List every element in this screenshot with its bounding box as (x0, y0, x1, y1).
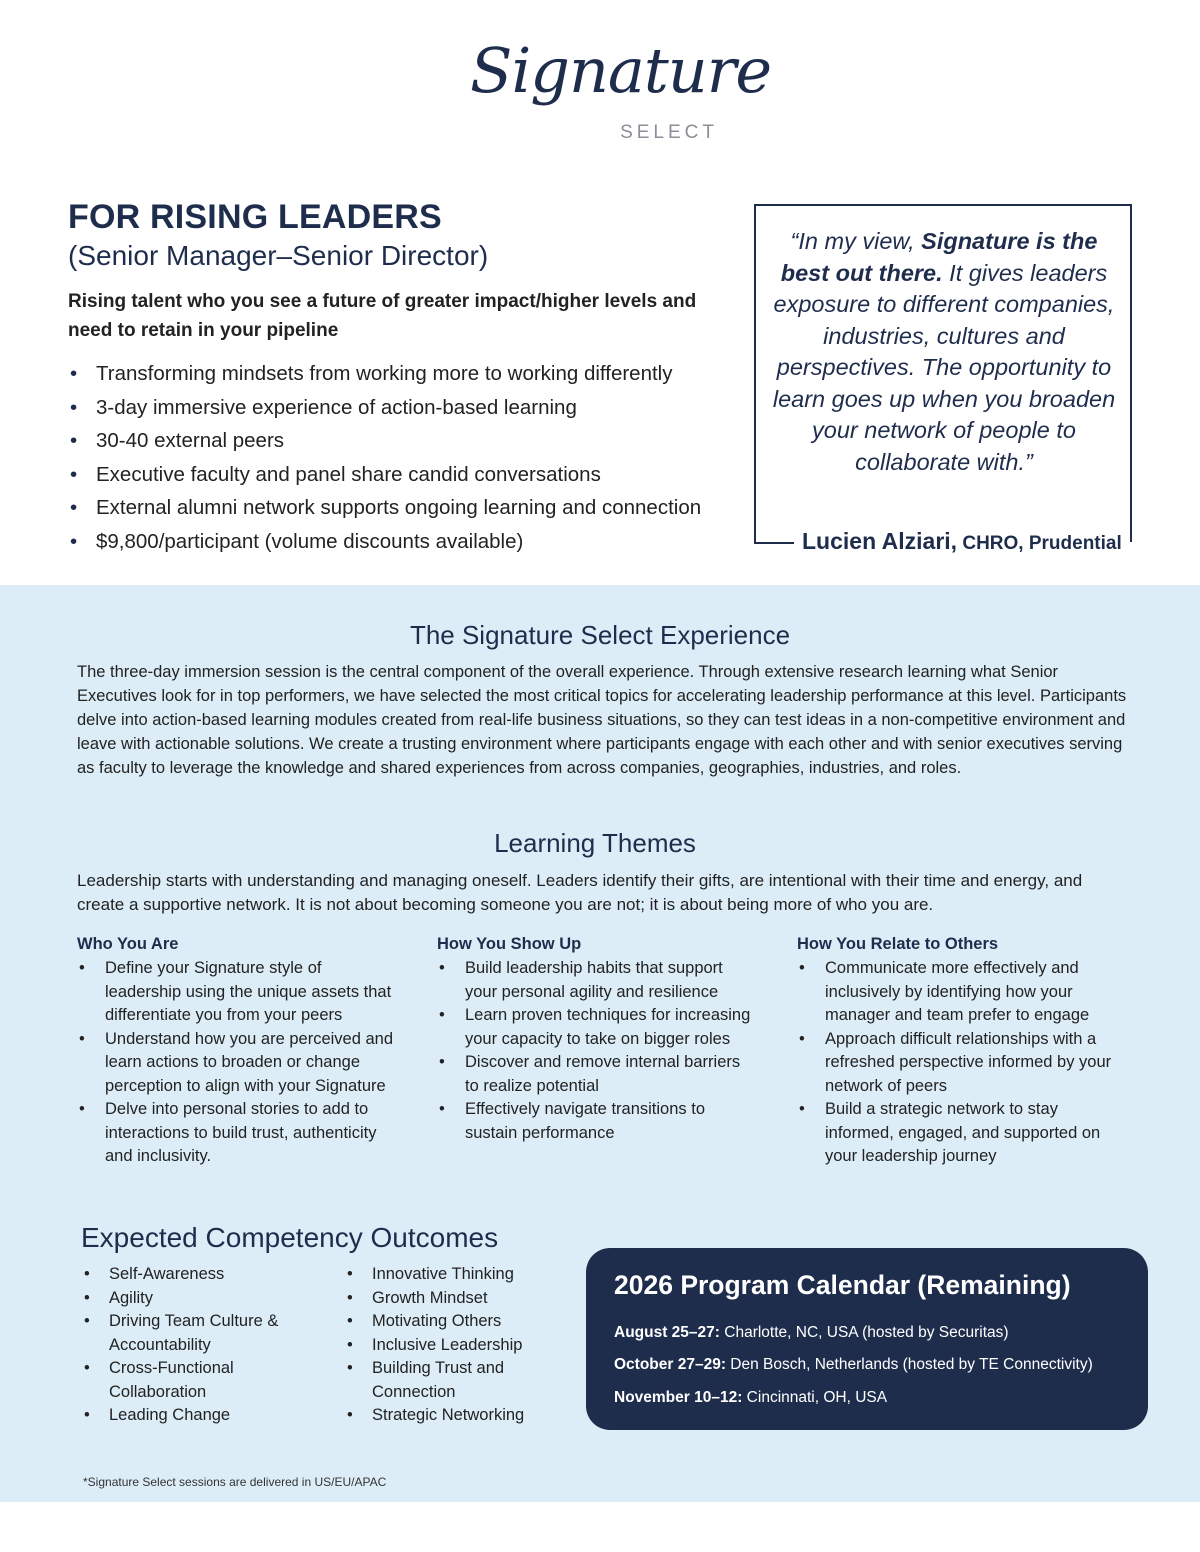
list-item: • Self-Awareness (82, 1263, 312, 1287)
list-item: • Strategic Networking (345, 1404, 575, 1428)
outcomes-list-right (345, 1263, 575, 1428)
outcomes-heading: Expected Competency Outcomes (81, 1222, 499, 1253)
list-item: • Define your Signature style of leadership using the unique assets that differentiate you from your peers (77, 957, 397, 1028)
logo-sub-text: SELECT (620, 122, 718, 143)
outcomes-list-left (82, 1263, 312, 1428)
rising-leaders-list (68, 357, 728, 559)
theme-list-how-you-relate (797, 957, 1127, 1169)
signature-select-logo (470, 34, 772, 164)
list-item: • Approach difficult relationships with a refreshed perspective informed by your network of peers (797, 1028, 1127, 1099)
footnote: *Signature Select sessions are delivered in US/EU/APAC (83, 1475, 387, 1489)
learning-themes-heading: Learning Themes (494, 828, 696, 858)
list-item: • 30-40 external peers (68, 424, 728, 458)
theme-title-who-you-are: Who You Are (77, 935, 179, 953)
calendar-session (614, 1389, 887, 1407)
rising-leaders-description: Rising talent who you see a future of greater impact/higher levels and need to retain in your pipeline (68, 291, 697, 341)
session-detail: Den Bosch, Netherlands (hosted by TE Connectivity) (726, 1356, 1093, 1373)
quote-attribution (802, 528, 1122, 555)
list-item: • Build a strategic network to stay informed, engaged, and supported on your leadership journey (797, 1098, 1127, 1169)
theme-title-how-you-show-up: How You Show Up (437, 935, 582, 953)
program-calendar-card (586, 1248, 1148, 1430)
list-item: • Growth Mindset (345, 1287, 575, 1311)
list-item: • Innovative Thinking (345, 1263, 575, 1287)
list-item: • Motivating Others (345, 1310, 575, 1334)
list-item: • Driving Team Culture & Accountability (82, 1310, 312, 1357)
quote-author-role: CHRO, Prudential (957, 533, 1122, 554)
quote-author-name: Lucien Alziari, (802, 528, 958, 554)
session-date: October 27–29: (614, 1356, 726, 1373)
list-item: • Build leadership habits that support your personal agility and resilience (437, 957, 757, 1004)
quote-lead: “In my view, (790, 228, 922, 254)
session-detail: Charlotte, NC, USA (hosted by Securitas) (719, 1324, 1009, 1341)
list-item: • Communicate more effectively and inclusively by identifying how your manager and team prefer to engage (797, 957, 1127, 1028)
list-item: • Cross-Functional Collaboration (82, 1357, 312, 1404)
theme-list-how-you-show-up (437, 957, 757, 1145)
list-item: • Delve into personal stories to add to interactions to build trust, authenticity and inclusivity. (77, 1098, 397, 1169)
list-item: • Building Trust and Connection (345, 1357, 575, 1404)
quote-rest: It gives leaders exposure to different companies, industries, cultures and perspectives. The opportunity to learn goes up when you broaden your network of people to collaborate with.” (772, 259, 1116, 475)
rising-leaders-title: FOR RISING LEADERS (68, 198, 442, 236)
learning-themes-intro: Leadership starts with understanding and managing oneself. Leaders identify their gifts, are intentional with their time and energy, and create a supportive network. It is not about becoming someone you are not; it is about being more of who you are. (77, 871, 1083, 914)
experience-body: The three-day immersion session is the central component of the overall experience. Through extensive research learning what Senior Executives look for in top performers, we have selected the most critical topics for accelerating leadership performance at this level. Participants delve into action-based learning modules created from real-life business situations, so they can test ideas in a non-competitive environment and leave with actionable solutions. We create a trusting environment where participants engage with each other and with senior executives serving as faculty to leverage the knowledge and shared experiences from across companies, geographies, industries, and roles. (77, 663, 1127, 777)
list-item: • Leading Change (82, 1404, 312, 1428)
session-date: November 10–12: (614, 1389, 743, 1406)
list-item: • Agility (82, 1287, 312, 1311)
theme-title-how-you-relate: How You Relate to Others (797, 935, 999, 953)
testimonial-quote (770, 226, 1118, 478)
list-item: • Executive faculty and panel share candid conversations (68, 458, 728, 492)
theme-list-who-you-are (77, 957, 397, 1169)
experience-heading: The Signature Select Experience (409, 620, 791, 650)
list-item: • Learn proven techniques for increasing your capacity to take on bigger roles (437, 1004, 757, 1051)
list-item: • $9,800/participant (volume discounts available) (68, 525, 728, 559)
session-detail: Cincinnati, OH, USA (742, 1389, 888, 1406)
list-item: • Transforming mindsets from working more to working differently (68, 357, 728, 391)
list-item: • Inclusive Leadership (345, 1334, 575, 1358)
list-item: • 3-day immersive experience of action-based learning (68, 391, 728, 425)
list-item: • External alumni network supports ongoing learning and connection (68, 491, 728, 525)
list-item: • Understand how you are perceived and learn actions to broaden or change perception to align with your Signature (77, 1028, 397, 1099)
calendar-session (614, 1324, 1009, 1342)
rising-leaders-subtitle: (Senior Manager–Senior Director) (68, 240, 489, 271)
calendar-title: 2026 Program Calendar (Remaining) (614, 1270, 1071, 1300)
logo-script-text: Signature (470, 34, 772, 107)
list-item: • Effectively navigate transitions to sustain performance (437, 1098, 757, 1145)
quote-emphasis: Signature is the best out there. (780, 228, 1098, 286)
list-item: • Discover and remove internal barriers to realize potential (437, 1051, 757, 1098)
session-date: August 25–27: (614, 1324, 720, 1341)
calendar-session (614, 1356, 1093, 1374)
